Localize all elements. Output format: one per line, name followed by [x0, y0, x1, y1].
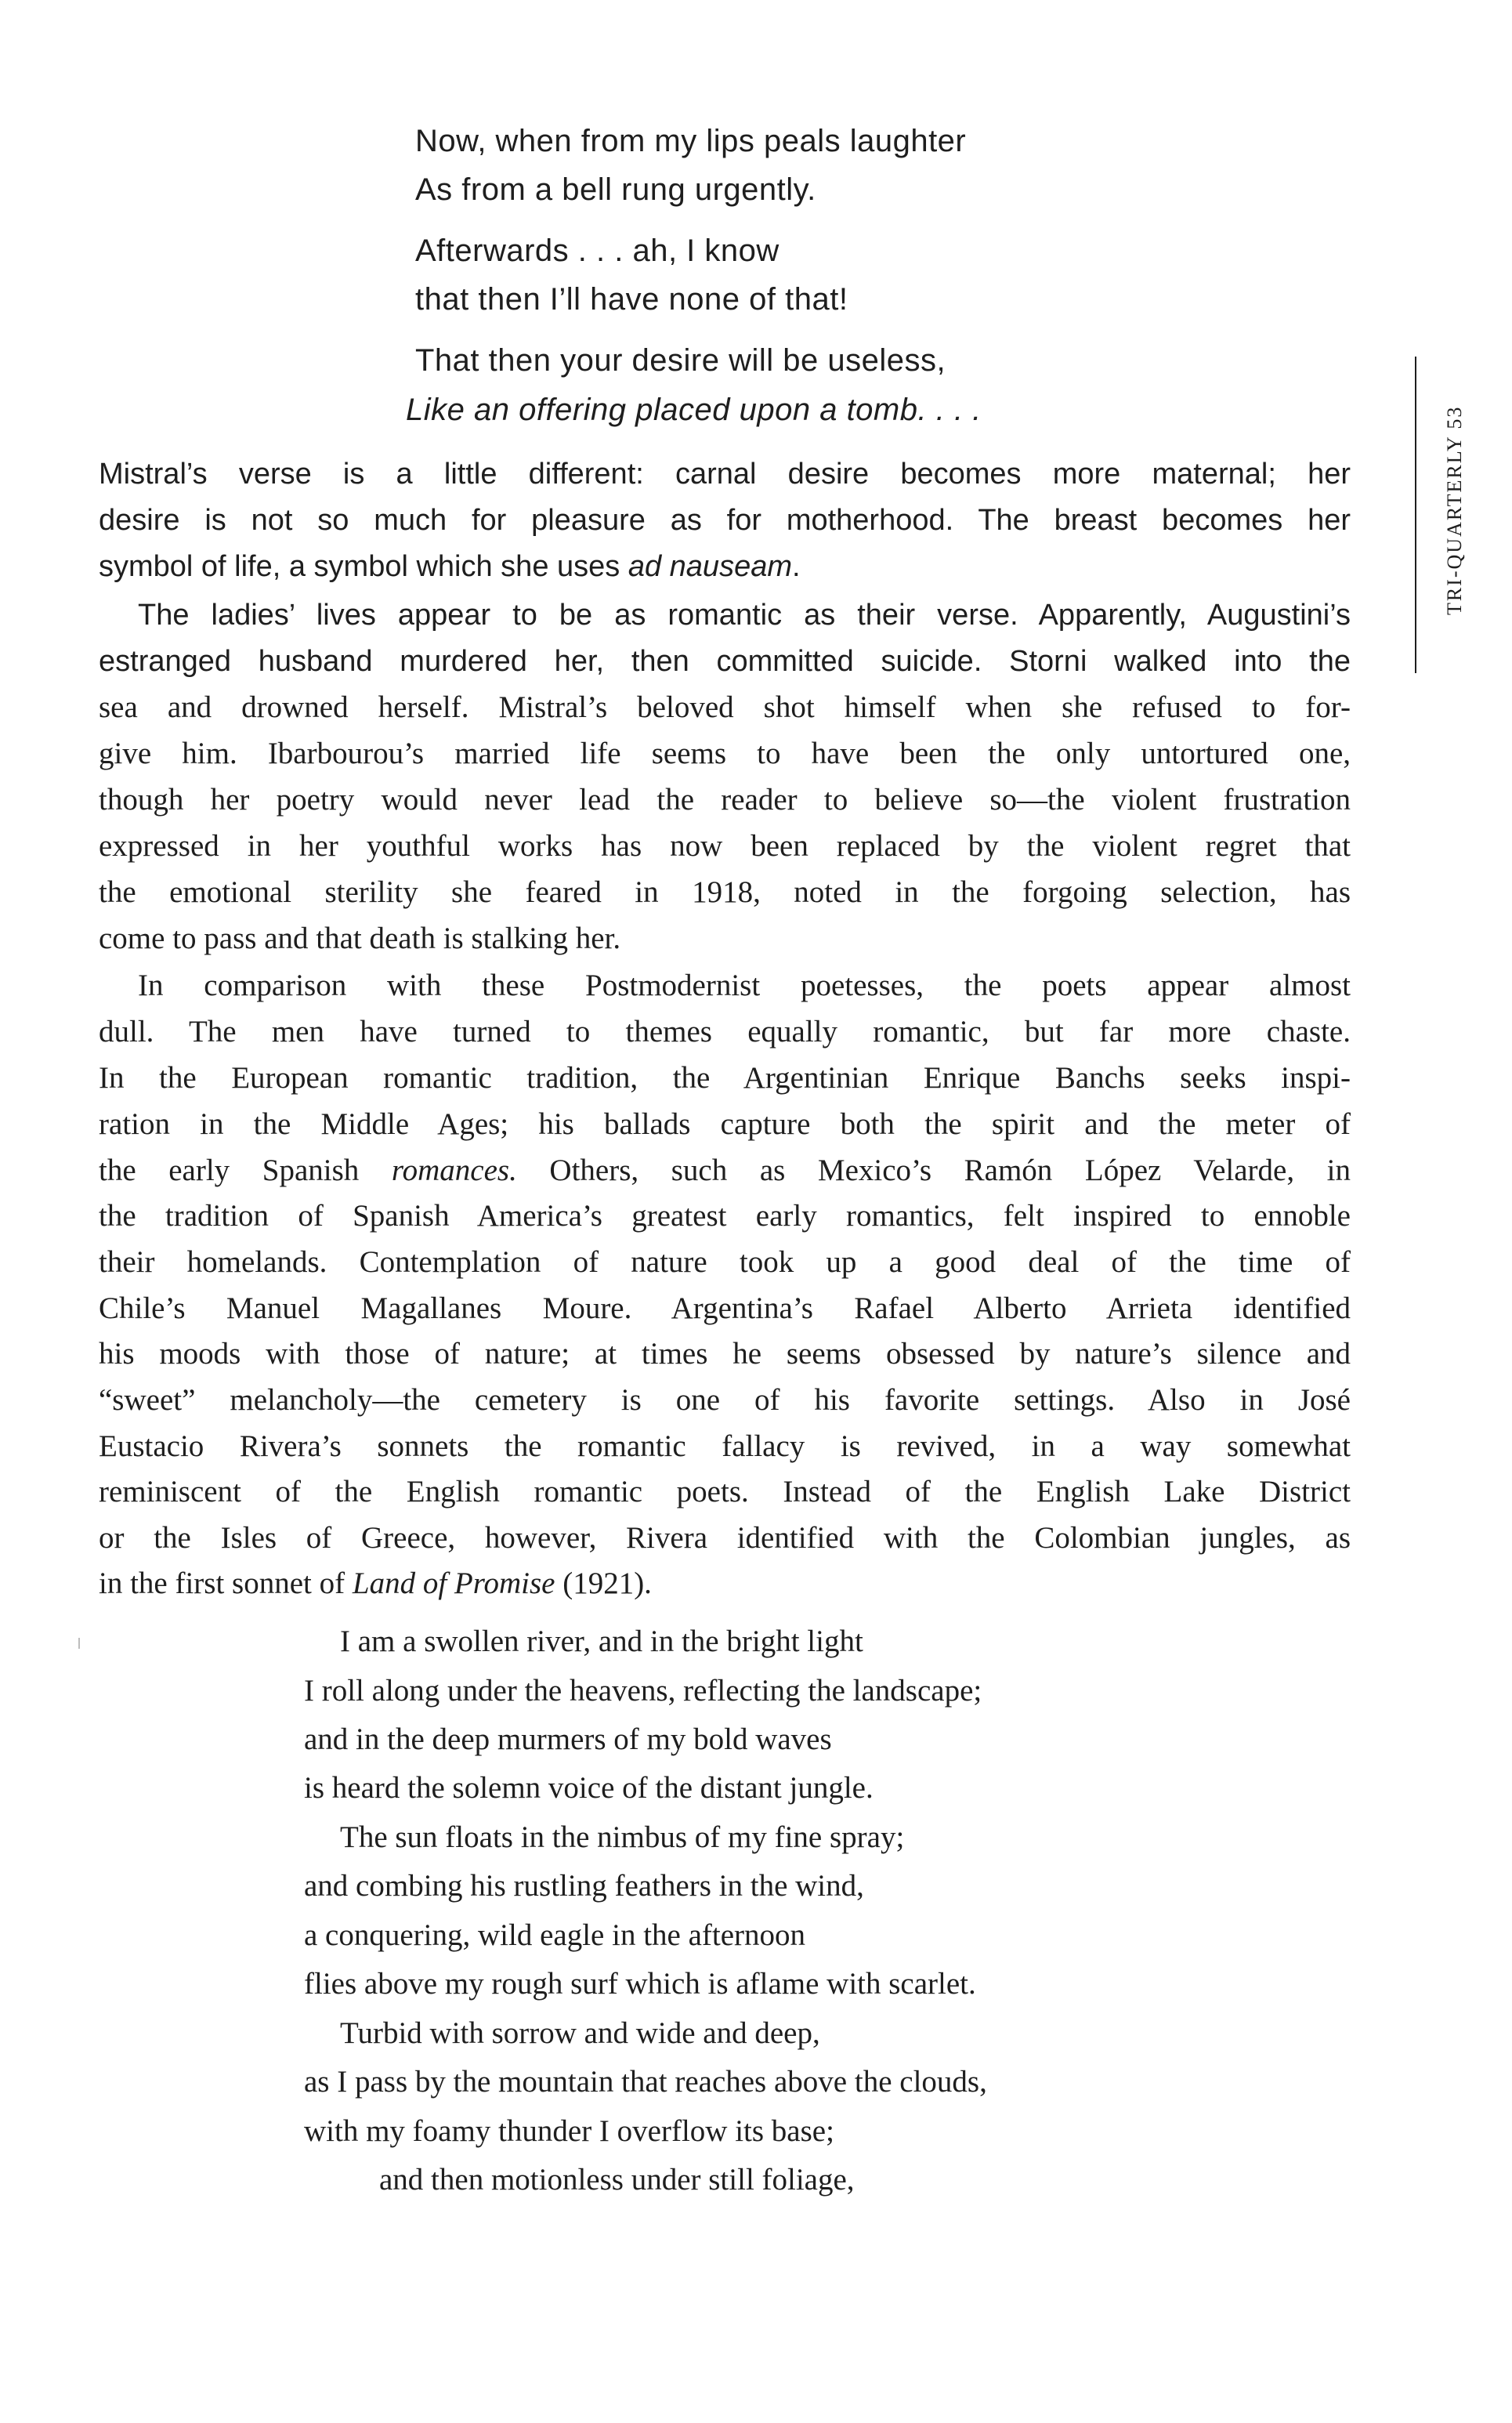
poem-b-line-8: flies above my rough surf which is aflame with scarlet.	[304, 1967, 976, 2001]
poem-b-line-4: is heard the solemn voice of the distant jungle.	[304, 1771, 874, 1805]
para3-line-12: reminiscent of the English romantic poets. Instead of the English Lake District	[99, 1475, 1351, 1508]
para3-line-14-italic: Land of Promise	[352, 1566, 555, 1600]
scan-speck	[78, 1638, 80, 1649]
journal-name: TRI-QUARTERLY	[1443, 436, 1466, 615]
para2-line-3: sea and drowned herself. Mistral’s beloved shot himself when she refused to for-	[99, 690, 1351, 724]
para3-line-8: Chile’s Manuel Magallanes Moure. Argentina’s Rafael Alberto Arrieta identified	[99, 1291, 1351, 1325]
poem-b-line-6: and combing his rustling feathers in the wind,	[304, 1869, 864, 1903]
para2-line-5: though her poetry would never lead the reader to believe so—the violent frustration	[99, 783, 1351, 817]
poem-a-line-2: As from a bell rung urgently.	[415, 172, 816, 207]
running-head-label	[1445, 406, 1465, 615]
poem-b-line-1: I am a swollen river, and in the bright light	[340, 1624, 863, 1658]
para1-line-2: desire is not so much for pleasure as for motherhood. The breast becomes her	[99, 504, 1351, 537]
para3-line-10: “sweet” melancholy—the cemetery is one of his favorite settings. Also in José	[99, 1383, 1351, 1417]
para1-line-3-end: .	[792, 550, 801, 583]
poem-a-line-6: Like an offering placed upon a tomb. . . .	[406, 393, 982, 427]
para3-line-5	[99, 1155, 1351, 1186]
para3-line-6: the tradition of Spanish America’s greatest early romantics, felt inspired to ennoble	[99, 1199, 1351, 1233]
para1-line-3	[99, 552, 1351, 581]
poem-b-line-11: with my foamy thunder I overflow its base;	[304, 2114, 834, 2148]
page-number: 53	[1443, 405, 1466, 429]
poem-b-line-10: as I pass by the mountain that reaches above the clouds,	[304, 2065, 987, 2099]
running-head	[1415, 357, 1466, 673]
para3-line-5-end: Others, such as Mexico’s Ramón López Velarde, in	[516, 1154, 1351, 1187]
para2-line-1: The ladies’ lives appear to be as romantic as their verse. Apparently, Augustini’s	[138, 599, 1351, 632]
para3-line-5-italic: romances.	[391, 1154, 517, 1187]
poem-b-line-7: a conquering, wild eagle in the afternoon	[304, 1918, 806, 1952]
poem-a-line-5: That then your desire will be useless,	[415, 343, 946, 378]
poem-b-line-3: and in the deep murmers of my bold waves	[304, 1722, 832, 1756]
para3-line-9: his moods with those of nature; at times he seems obsessed by nature’s silence and	[99, 1337, 1351, 1371]
para3-line-2: dull. The men have turned to themes equally romantic, but far more chaste.	[99, 1015, 1351, 1049]
para3-line-7: their homelands. Contemplation of nature took up a good deal of the time of	[99, 1245, 1351, 1279]
poem-a-line-3: Afterwards . . . ah, I know	[415, 234, 780, 268]
para2-line-8: come to pass and that death is stalking her.	[99, 922, 621, 955]
para2-line-4: give him. Ibarbourou’s married life seems to have been the only untortured one,	[99, 737, 1351, 770]
poem-a-line-1: Now, when from my lips peals laughter	[415, 124, 967, 158]
poem-b-line-2: I roll along under the heavens, reflecting the landscape;	[304, 1674, 982, 1708]
para3-line-11: Eustacio Rivera’s sonnets the romantic fallacy is revived, in a way somewhat	[99, 1429, 1351, 1463]
poem-b-line-9: Turbid with sorrow and wide and deep,	[340, 2016, 820, 2050]
para3-line-1: In comparison with these Postmodernist poetesses, the poets appear almost	[138, 969, 1351, 1002]
poem-a-line-4: that then I’ll have none of that!	[415, 282, 848, 317]
para3-line-14-end: (1921).	[555, 1566, 652, 1600]
para3-line-13: or the Isles of Greece, however, Rivera identified with the Colombian jungles, as	[99, 1521, 1351, 1555]
para1-line-3-text: symbol of life, a symbol which she uses	[99, 550, 628, 583]
para1-line-1: Mistral’s verse is a little different: carnal desire becomes more maternal; her	[99, 458, 1351, 491]
running-head-rule	[1415, 357, 1416, 673]
para2-line-6: expressed in her youthful works has now been replaced by the violent regret that	[99, 829, 1351, 863]
poem-b-line-5: The sun floats in the nimbus of my fine spray;	[340, 1820, 905, 1854]
para1-line-3-italic: ad nauseam	[628, 550, 792, 583]
para3-line-3: In the European romantic tradition, the Argentinian Enrique Banchs seeks inspi-	[99, 1061, 1351, 1095]
para3-line-4: ration in the Middle Ages; his ballads capture both the spirit and the meter of	[99, 1107, 1351, 1141]
para3-line-14	[99, 1568, 1351, 1599]
poem-b-line-12: and then motionless under still foliage,	[379, 2163, 855, 2197]
para2-line-7: the emotional sterility she feared in 1918, noted in the forgoing selection, has	[99, 875, 1351, 909]
para3-line-5-text: the early Spanish	[99, 1154, 392, 1187]
para3-line-14-text: in the first sonnet of	[99, 1566, 353, 1600]
para2-line-2: estranged husband murdered her, then committed suicide. Storni walked into the	[99, 645, 1351, 678]
